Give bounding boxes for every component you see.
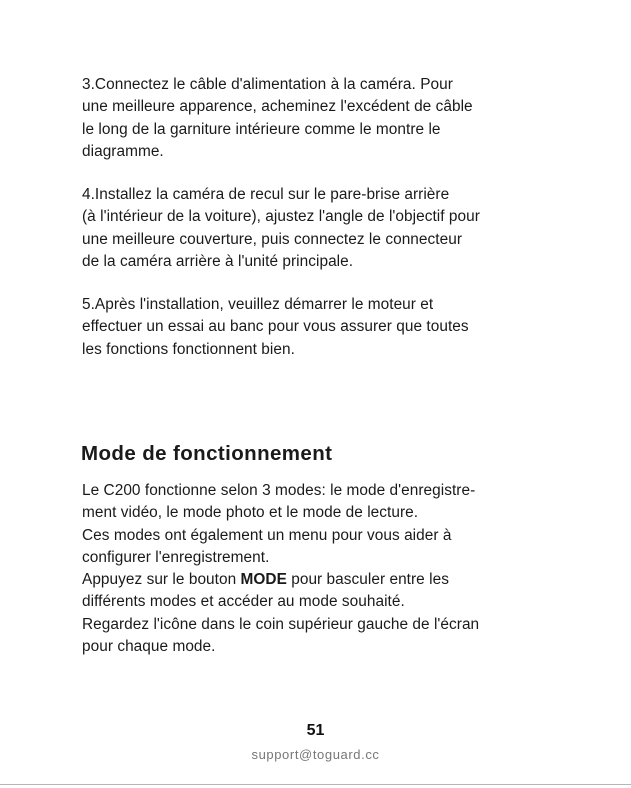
- step-4-line: de la caméra arrière à l'unité principale.: [82, 252, 354, 270]
- step-5-line: effectuer un essai au banc pour vous assurer que toutes: [82, 318, 469, 336]
- bottom-divider: [0, 784, 631, 785]
- step-4-paragraph: [82, 184, 562, 273]
- mode-line-before: Appuyez sur le bouton: [82, 571, 241, 589]
- section-heading: Mode de fonctionnement: [81, 442, 333, 465]
- mode-description-line: configurer l'enregistrement.: [82, 548, 270, 566]
- mode-line-after: pour basculer entre les: [286, 571, 449, 589]
- support-email: support@toguard.cc: [251, 747, 380, 762]
- step-4-line: (à l'intérieur de la voiture), ajustez l'angle de l'objectif pour: [82, 208, 480, 226]
- step-3-line: le long de la garniture intérieure comme le montre le: [82, 120, 441, 138]
- step-5-line: 5.Après l'installation, veuillez démarrer le moteur et: [82, 296, 434, 313]
- step-5-paragraph: [82, 294, 562, 361]
- mode-description-line: pour chaque mode.: [82, 638, 216, 656]
- page-number: 51: [306, 722, 325, 739]
- step-4-line: 4.Installez la caméra de recul sur le pare-brise arrière: [82, 186, 450, 203]
- mode-description-paragraph: [82, 480, 562, 658]
- mode-description-line: différents modes et accéder au mode souhaité.: [82, 593, 405, 611]
- mode-description-line: Ces modes ont également un menu pour vous aider à: [82, 526, 452, 544]
- step-4-line: une meilleure couverture, puis connectez le connecteur: [82, 230, 462, 248]
- step-3-line: 3.Connectez le câble d'alimentation à la caméra. Pour: [82, 76, 453, 93]
- step-3-line: diagramme.: [82, 142, 164, 160]
- step-3-line: une meilleure apparence, acheminez l'excédent de câble: [82, 98, 473, 116]
- mode-description-line: ment vidéo, le mode photo et le mode de lecture.: [82, 504, 419, 522]
- step-3-paragraph: [82, 74, 562, 163]
- mode-description-line: Regardez l'icône dans le coin supérieur gauche de l'écran: [82, 615, 480, 633]
- mode-keyword: MODE: [240, 571, 287, 589]
- step-5-line: les fonctions fonctionnent bien.: [82, 340, 295, 358]
- mode-button-line: [82, 569, 562, 591]
- mode-description-line: Le C200 fonctionne selon 3 modes: le mode d'enregistre-: [82, 482, 476, 499]
